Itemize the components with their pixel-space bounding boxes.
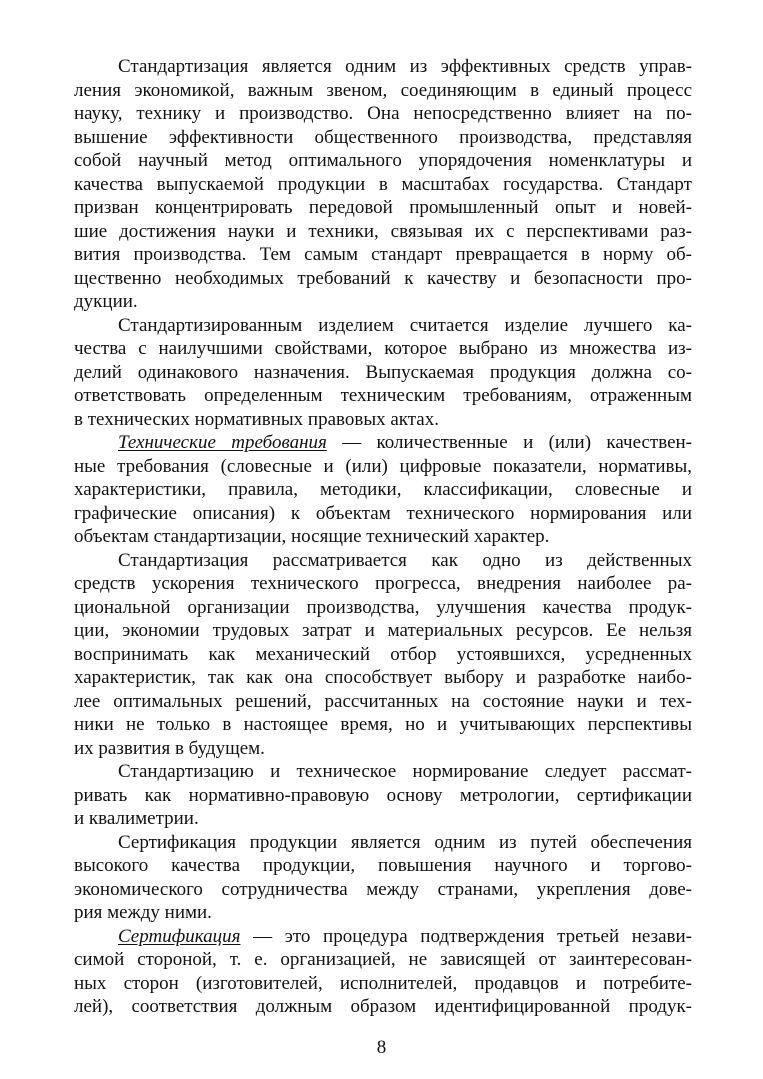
text-line: высокого качества продукции, повышения научного и торгово- — [74, 855, 692, 876]
text-line: ответствовать определенным техническим требованиям, отраженным — [74, 385, 692, 406]
paragraph-4 — [74, 549, 692, 761]
text-line: объектам стандартизации, носящие технический характер. — [74, 526, 550, 547]
paragraph-6 — [74, 831, 692, 925]
defined-term: Технические требования — [118, 432, 327, 453]
text-line: собой научный метод оптимального упорядочения номенклатуры и — [74, 150, 692, 171]
text-line: Стандартизацию и техническое нормирование следует рассмат- — [118, 761, 692, 782]
text-line: и квалиметрии. — [74, 808, 199, 829]
definition-start: — количественные и (или) качествен- — [326, 432, 692, 453]
page-body — [74, 55, 692, 1019]
text-line: щественно необходимых требований к качеству и безопасности про- — [74, 267, 692, 289]
text-line: Стандартизация является одним из эффективных средств управ- — [118, 56, 692, 77]
text-line: ривать как нормативно-правовую основу метрологии, сертификации — [74, 784, 692, 806]
text-line: лее оптимальных решений, рассчитанных на состояние науки и тех- — [74, 690, 692, 712]
text-line: в технических нормативных правовых актах. — [74, 408, 439, 430]
text-line: ные требования (словесные и (или) цифровые показатели, нормативы, — [74, 455, 692, 477]
text-line: дукции. — [74, 291, 138, 312]
paragraph-1 — [74, 55, 692, 314]
text-line: их развития в будущем. — [74, 737, 265, 759]
text-line — [74, 431, 692, 455]
paragraph-technical-requirements — [74, 431, 692, 549]
text-line: воспринимать как механический отбор устоявшихся, усредненных — [74, 643, 692, 665]
text-line: ных сторон (изготовителей, исполнителей, продавцов и потребите- — [74, 972, 692, 994]
text-line: Стандартизированным изделием считается изделие лучшего ка- — [118, 314, 692, 336]
paragraph-certification — [74, 925, 692, 1019]
text-line: качества выпускаемой продукции в масштабах государства. Стандарт — [74, 173, 692, 195]
text-line: шие достижения науки и техники, связывая их с перспективами раз- — [74, 220, 692, 242]
text-line: ления экономикой, важным звеном, соединяющим в единый процесс — [74, 79, 692, 101]
text-line: характеристик, так как она способствует выбору и разработке наибо- — [74, 667, 692, 688]
text-line: экономического сотрудничества между странами, укрепления дове- — [74, 878, 692, 900]
text-line: рия между ними. — [74, 902, 212, 923]
text-line: характеристики, правила, методики, классификации, словесные и — [74, 479, 692, 500]
text-line: циональной организации производства, улучшения качества продук- — [74, 596, 692, 618]
text-line: чества с наилучшими свойствами, которое выбрано из множества из- — [74, 338, 692, 359]
text-line: Стандартизация рассматривается как одно из действенных — [118, 549, 692, 571]
text-line: Сертификация продукции является одним из путей обеспечения — [118, 831, 692, 853]
text-line: вышение эффективности общественного производства, представляя — [74, 126, 692, 148]
paragraph-2 — [74, 314, 692, 432]
text-line: симой стороной, т. е. организацией, не зависящей от заинтересован- — [74, 949, 692, 970]
text-line: науку, технику и производство. Она непосредственно влияет на по- — [74, 103, 692, 124]
text-line — [74, 925, 692, 949]
text-line: делий одинакового назначения. Выпускаемая продукция должна со- — [74, 361, 692, 383]
text-line: графические описания) к объектам технического нормирования или — [74, 502, 692, 524]
text-line: ции, экономии трудовых затрат и материальных ресурсов. Ее нельзя — [74, 620, 692, 641]
page-number: 8 — [376, 1037, 387, 1058]
text-line: ники не только в настоящее время, но и учитывающих перспективы — [74, 714, 692, 735]
paragraph-5 — [74, 760, 692, 831]
text-line: вития производства. Тем самым стандарт превращается в норму об- — [74, 244, 692, 265]
definition-start: — это процедура подтверждения третьей незави- — [240, 925, 692, 947]
text-line: лей), соответствия должным образом идентифицированной продук- — [74, 996, 692, 1017]
text-line: призван концентрировать передовой промышленный опыт и новей- — [74, 197, 692, 218]
text-line: средств ускорения технического прогресса, внедрения наиболее ра- — [74, 573, 692, 594]
defined-term: Сертификация — [118, 925, 241, 947]
